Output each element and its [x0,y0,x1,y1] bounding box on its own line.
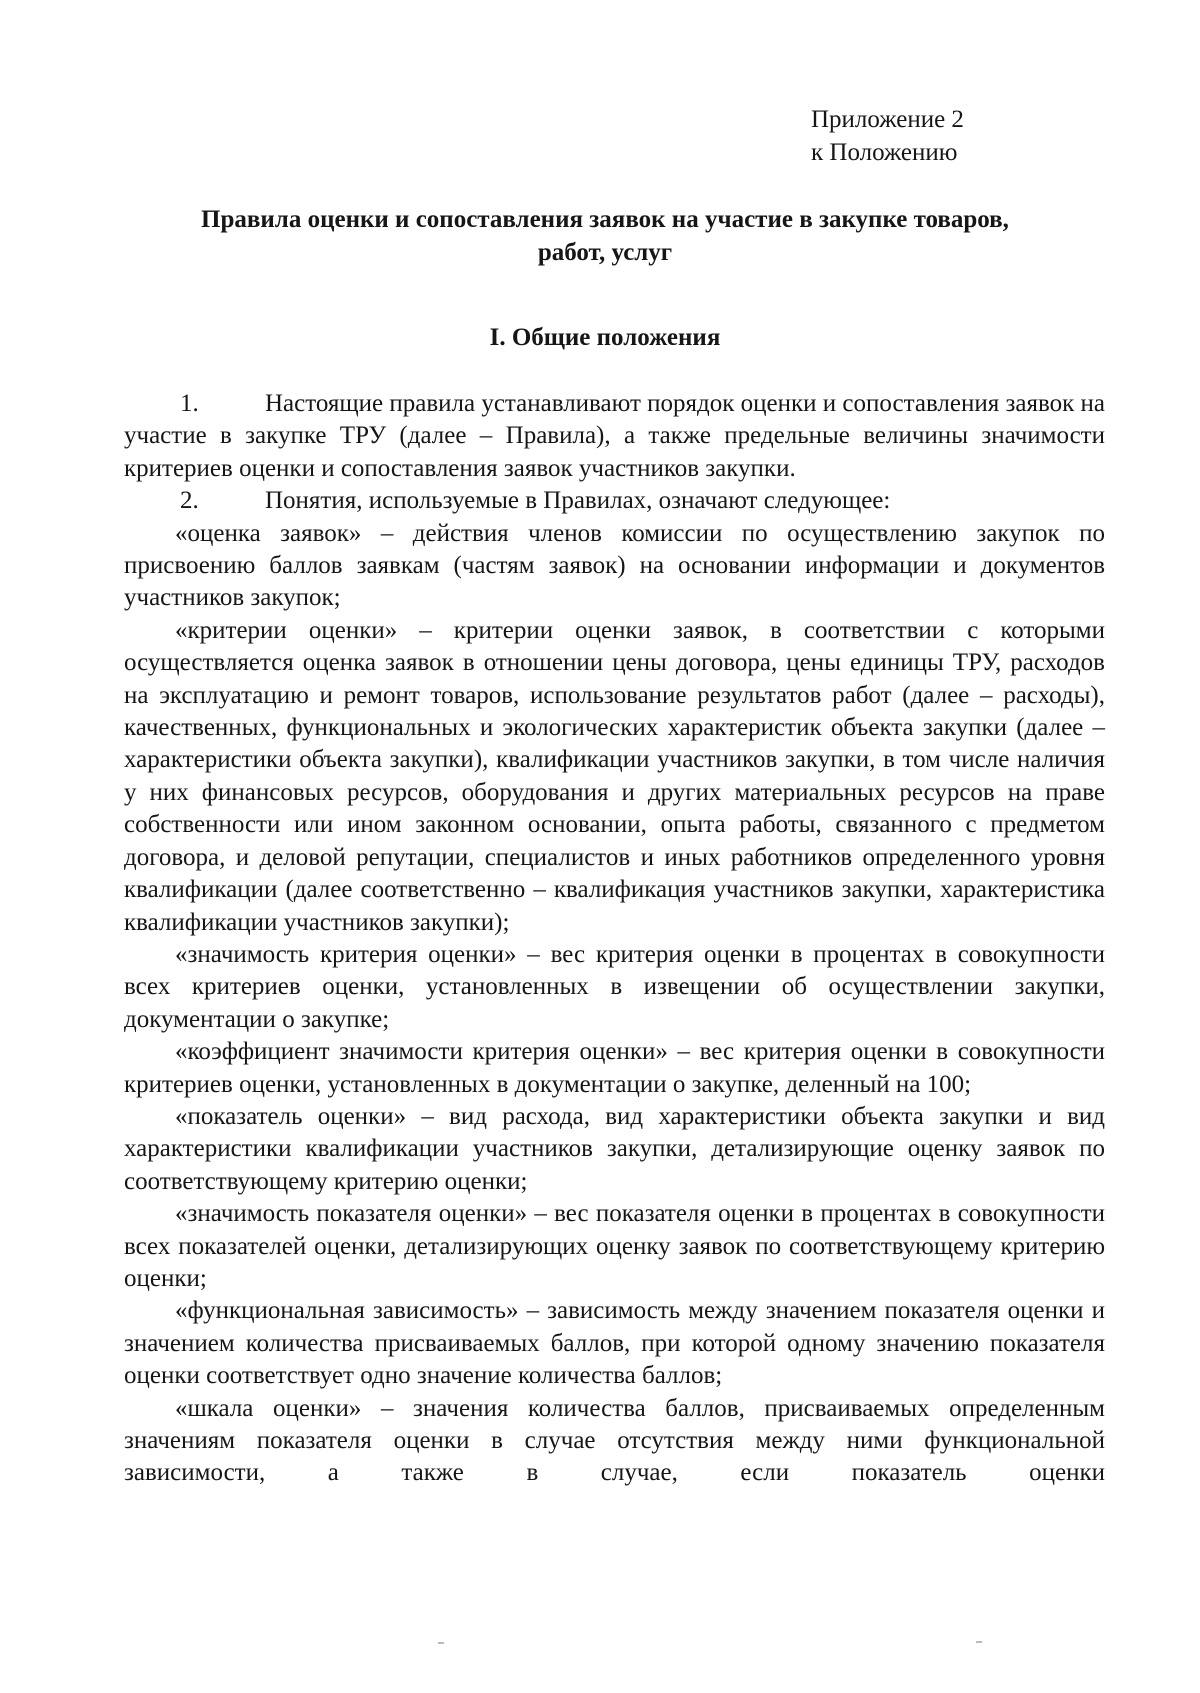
document-title-line-2: работ, услуг [537,239,673,266]
definition-criterion-significance-coefficient: «коэффициент значимости критерия оценки» – вес критерия оценки в совокупности критериев оценки, установленных в документации о закупке, деленный на 100; [124,1038,1105,1098]
definition-criterion-significance: «значимость критерия оценки» – вес критерия оценки в процентах в совокупности всех критериев оценки, установленных в извещении об осуществлении закупки, документации о закупке; [124,940,1105,1033]
paragraph-number: 1. [180,390,199,417]
definition-evaluation-of-bids: «оценка заявок» – действия членов комиссии по осуществлению закупок по присвоению баллов заявкам (частям заявок) на основании информации и документов участников закупок; [124,519,1105,612]
appendix-parent-document: к Положению [811,139,958,166]
appendix-reference [811,103,964,169]
paragraph-text: Настоящие правила устанавливают порядок оценки и сопоставления заявок на участие в закупке ТРУ (далее – Правила), а также предельные величины значимости критериев оценки и сопоставления заявок участников закупки. [124,390,1105,482]
document-title-line-1: Правила оценки и сопоставления заявок на участие в закупке товаров, [201,206,1009,233]
definition-indicator-significance: «значимость показателя оценки» – вес показателя оценки в процентах в совокупности всех показателей оценки, детализирующих оценку заявок по соответствующему критерию оценки; [124,1200,1105,1292]
paragraph-text: Понятия, используемые в Правилах, означают следующее: [265,487,891,515]
definition-evaluation-criteria: «критерии оценки» – критерии оценки заявок, в соответствии с которыми осуществляется оценка заявок в отношении цены договора, цены единицы ТРУ, расходов на эксплуатацию и ремонт товаров, использование результатов работ (далее – расходы), качественных, функциональных и экологических характеристик объекта закупки (далее – характеристики объекта закупки), квалификации участников закупки, в том числе наличия у них финансовых ресурсов, оборудования и других материальных ресурсов на праве собственности или ином законном основании, опыта работы, связанного с предметом договора, и деловой репутации, специалистов и иных работников определенного уровня квалификации (далее соответственно – квалификация участников закупки, характеристика квалификации участников закупки); [124,616,1105,936]
scan-artifact [976,1641,982,1643]
section-heading: I. Общие положения [489,324,721,351]
paragraph-number: 2. [180,487,199,515]
appendix-number: Приложение 2 [811,106,964,133]
document-body [124,388,1105,1490]
definition-evaluation-indicator: «показатель оценки» – вид расхода, вид характеристики объекта закупки и вид характеристики квалификации участников закупки, детализирующие оценку заявок по соответствующему критерию оценки; [124,1102,1105,1195]
scan-artifact [438,1642,444,1644]
document-title [110,203,1100,269]
definition-functional-dependency: «функциональная зависимость» – зависимость между значением показателя оценки и значением количества присваиваемых баллов, при которой одному значению показателя оценки соответствует одно значение количества баллов; [124,1297,1105,1390]
paragraph-2 [124,485,1105,517]
paragraph-1 [124,388,1105,485]
definition-evaluation-scale: «шкала оценки» – значения количества баллов, присваиваемых определенным значениям показателя оценки в случае отсутствия между ними функциональной зависимости, а также в случае, если показатель оценки [124,1394,1105,1487]
